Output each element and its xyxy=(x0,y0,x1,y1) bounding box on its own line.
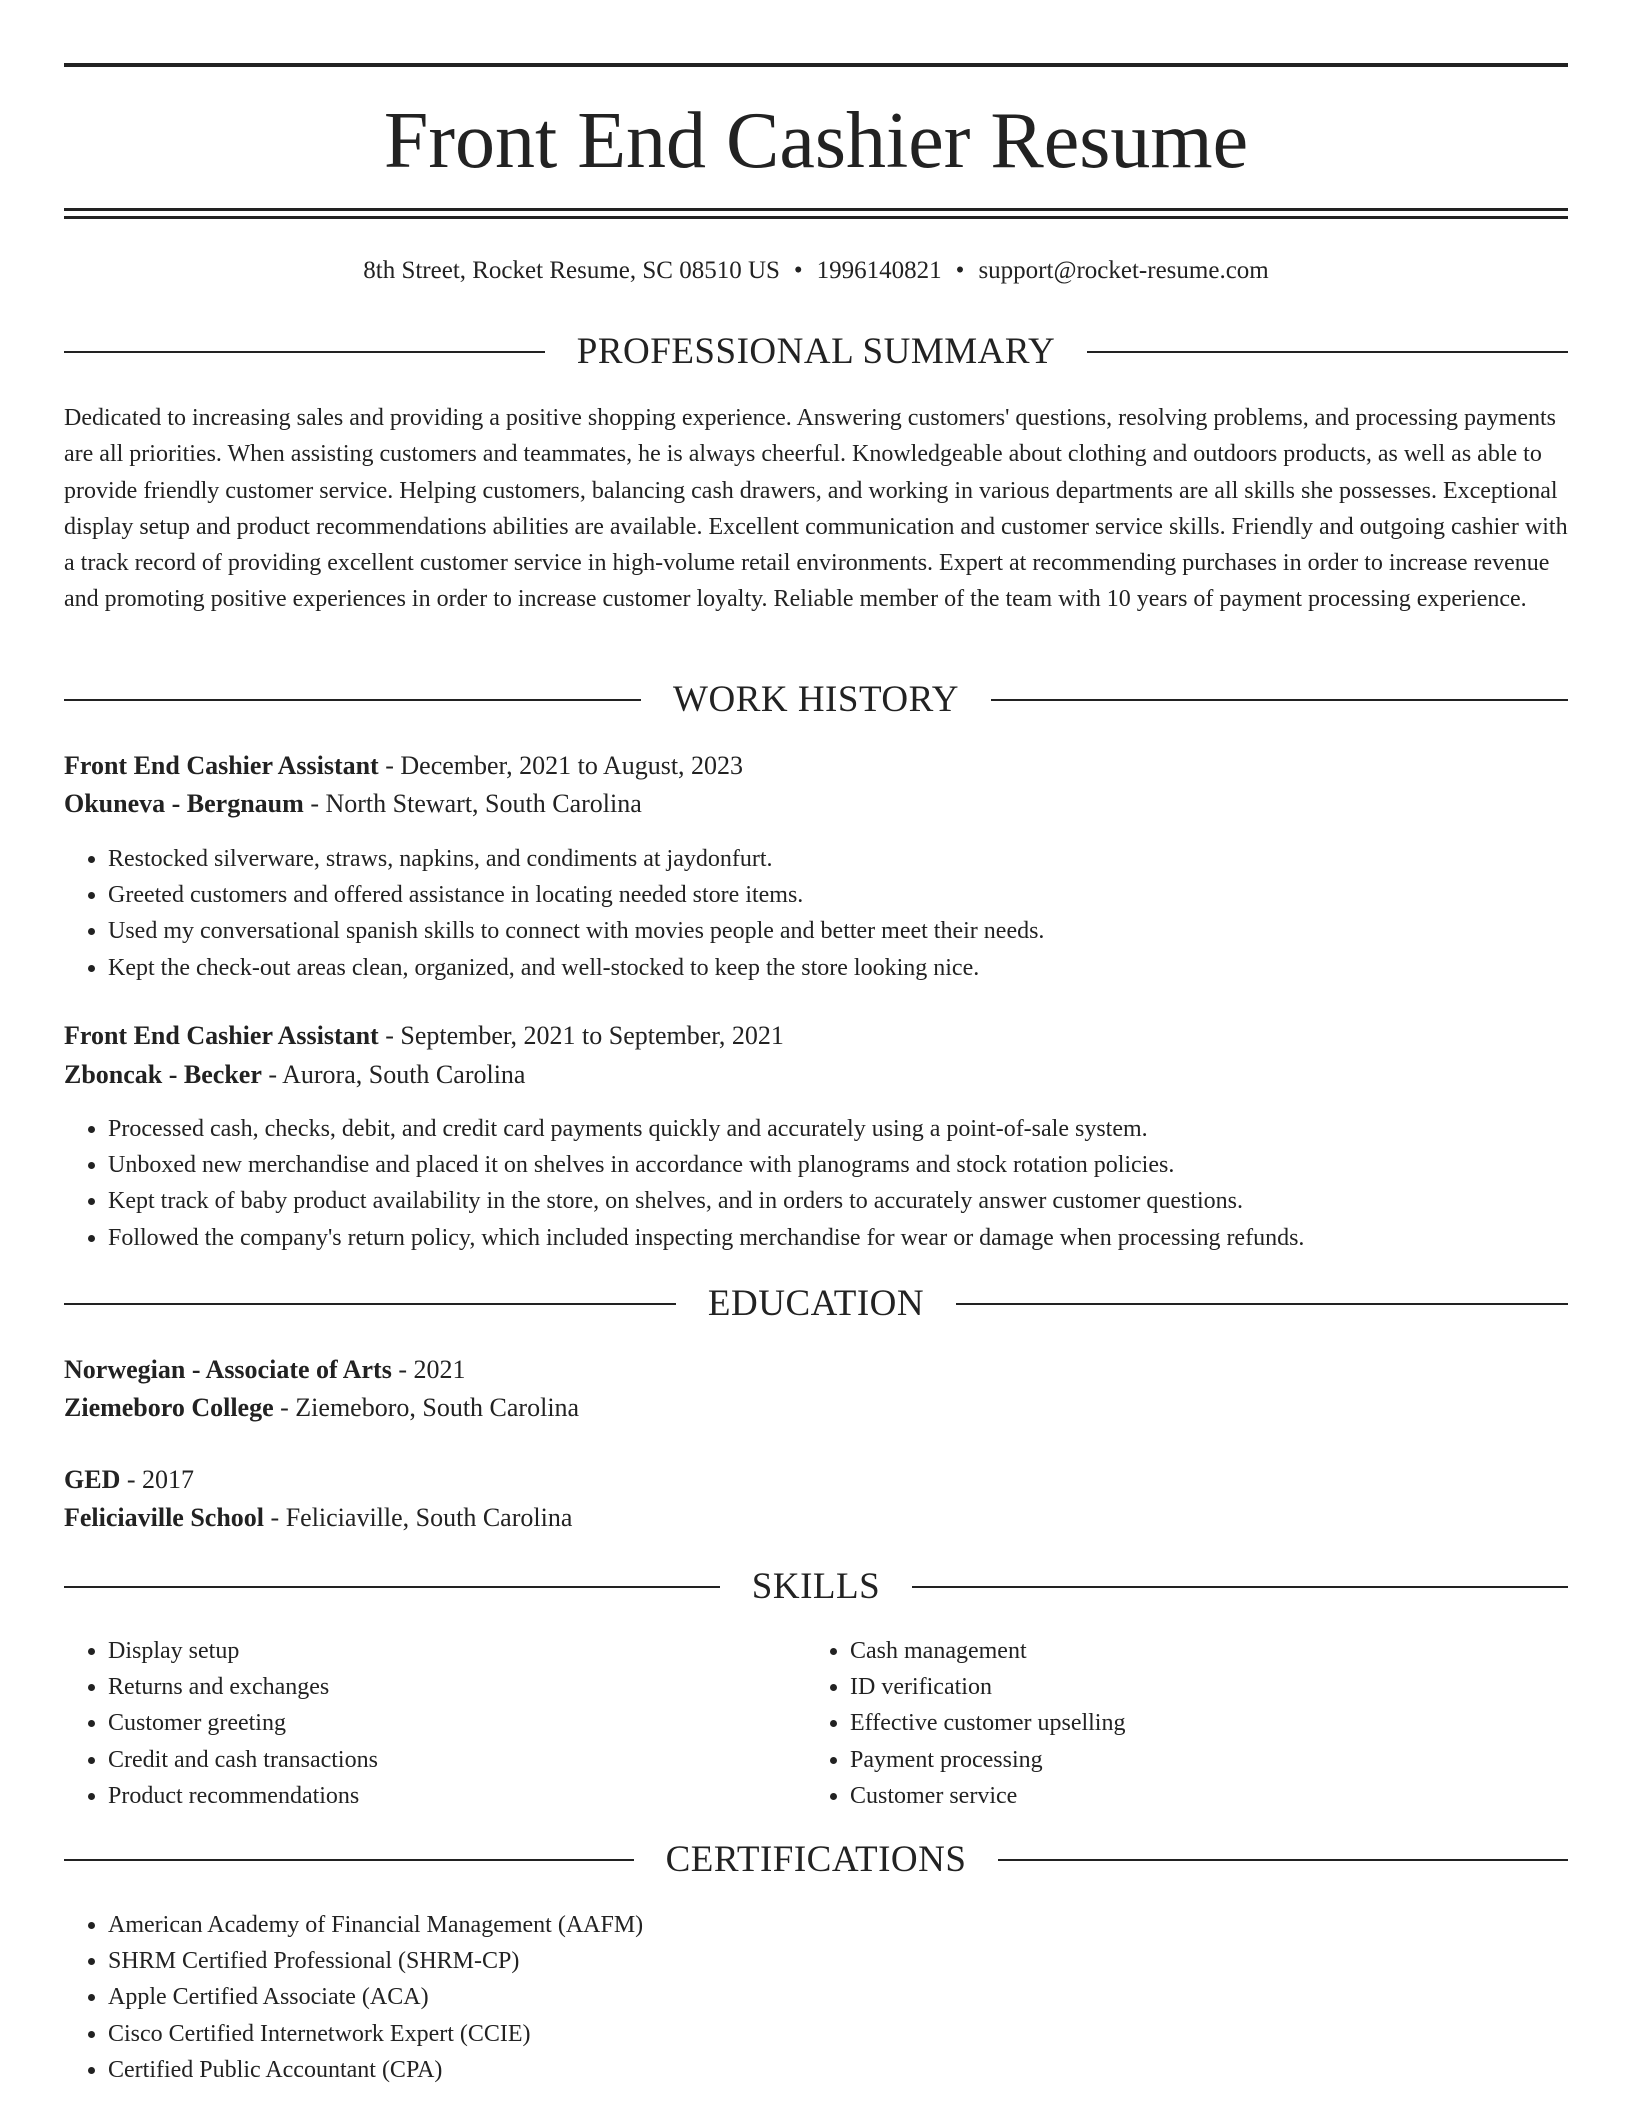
contact-separator: • xyxy=(793,257,803,284)
section-heading-certifications xyxy=(64,1838,1568,1882)
section-title: CERTIFICATIONS xyxy=(665,1839,967,1880)
education-school: Ziemeboro College xyxy=(64,1393,274,1422)
list-item: • Customer greeting xyxy=(108,1705,808,1741)
list-item: • American Academy of Financial Management (AAFM) xyxy=(108,1907,1612,1943)
section-title: SKILLS xyxy=(751,1566,881,1607)
job-title: Front End Cashier Assistant xyxy=(64,751,379,780)
education-year: - 2021 xyxy=(391,1355,466,1384)
list-item: • Used my conversational spanish skills to connect with movies people and better meet their needs. xyxy=(108,913,1612,949)
section-heading-summary xyxy=(64,330,1568,374)
job-title-line xyxy=(64,748,1568,784)
section-title: PROFESSIONAL SUMMARY xyxy=(576,331,1056,372)
section-title: EDUCATION xyxy=(707,1283,925,1324)
job-title-line xyxy=(64,1018,1568,1054)
list-item: • Followed the company's return policy, which included inspecting merchandise for wear or damage when processing refunds. xyxy=(108,1220,1612,1256)
resume-title: Front End Cashier Resume xyxy=(383,97,1249,185)
skills-list-left xyxy=(64,1633,808,1814)
heading-rule xyxy=(64,1586,720,1588)
section-heading-skills xyxy=(64,1565,1568,1609)
heading-rule xyxy=(998,1859,1568,1861)
list-item: • Restocked silverware, straws, napkins, and condiments at jaydonfurt. xyxy=(108,841,1612,877)
contact-line xyxy=(64,254,1568,288)
job-location: - Aurora, South Carolina xyxy=(261,1060,526,1089)
education-degree-line xyxy=(64,1462,1568,1498)
list-item: • Payment processing xyxy=(850,1742,1550,1778)
heading-rule xyxy=(64,351,545,353)
list-item: • Greeted customers and offered assistance in locating needed store items. xyxy=(108,877,1612,913)
education-school-line xyxy=(64,1500,1568,1536)
list-item: • Returns and exchanges xyxy=(108,1669,808,1705)
job-company: Zboncak - Becker xyxy=(64,1060,262,1089)
list-item: • ID verification xyxy=(850,1669,1550,1705)
list-item: • Credit and cash transactions xyxy=(108,1742,808,1778)
skills-list-right xyxy=(806,1633,1550,1814)
list-item: • Apple Certified Associate (ACA) xyxy=(108,1979,1612,2015)
summary-text: Dedicated to increasing sales and providing a positive shopping experience. Answering customers' questions, resolving problems, and processing payments are all priorities. When assisting customers and teammates, he is always cheerful. Knowledgeable about clothing and outdoors products, as well as able to provide friendly customer service. Helping customers, balancing cash drawers, and working in various departments are all skills she possesses. Exceptional display setup and product recommendations abilities are available. Excellent communication and customer service skills. Friendly and outgoing cashier with a track record of providing excellent customer service in high-volume retail environments. Expert at recommending purchases in order to increase revenue and promoting positive experiences in order to increase customer loyalty. Reliable member of the team with 10 years of payment processing experience. xyxy=(64,405,1568,613)
education-degree: GED xyxy=(64,1465,121,1494)
list-item: • Certified Public Accountant (CPA) xyxy=(108,2052,1612,2088)
section-title: WORK HISTORY xyxy=(673,679,959,720)
list-item: • Cisco Certified Internetwork Expert (CCIE) xyxy=(108,2016,1612,2052)
education-school-line xyxy=(64,1390,1568,1426)
list-item: • Cash management xyxy=(850,1633,1550,1669)
list-item: • Product recommendations xyxy=(108,1778,808,1814)
job-duties-list xyxy=(64,1111,1612,1256)
job-company: Okuneva - Bergnaum xyxy=(64,789,304,818)
contact-email: support@rocket-resume.com xyxy=(978,257,1269,284)
heading-rule xyxy=(1087,351,1568,353)
job-location: - North Stewart, South Carolina xyxy=(303,789,642,818)
list-item: • Processed cash, checks, debit, and credit card payments quickly and accurately using a point-of-sale system. xyxy=(108,1111,1612,1147)
job-title: Front End Cashier Assistant xyxy=(64,1021,379,1050)
heading-rule xyxy=(64,699,641,701)
list-item: • Kept track of baby product availability in the store, on shelves, and in orders to accurately answer customer questions. xyxy=(108,1183,1612,1219)
list-item: • Unboxed new merchandise and placed it on shelves in accordance with planograms and stock rotation policies. xyxy=(108,1147,1612,1183)
job-company-line xyxy=(64,786,1568,822)
contact-address: 8th Street, Rocket Resume, SC 08510 US xyxy=(363,257,780,284)
heading-rule xyxy=(64,1859,634,1861)
education-year: - 2017 xyxy=(120,1465,195,1494)
education-location: - Feliciaville, South Carolina xyxy=(264,1503,573,1532)
education-school: Feliciaville School xyxy=(64,1503,265,1532)
contact-phone: 1996140821 xyxy=(816,257,942,284)
heading-rule xyxy=(956,1303,1568,1305)
section-heading-education xyxy=(64,1282,1568,1326)
list-item: • Customer service xyxy=(850,1778,1550,1814)
list-item: • Display setup xyxy=(108,1633,808,1669)
header-bottom-rule xyxy=(64,208,1568,211)
header-bottom-rule-second xyxy=(64,216,1568,219)
job-company-line xyxy=(64,1057,1568,1093)
education-location: - Ziemeboro, South Carolina xyxy=(273,1393,580,1422)
list-item: • SHRM Certified Professional (SHRM-CP) xyxy=(108,1943,1612,1979)
list-item: • Effective customer upselling xyxy=(850,1705,1550,1741)
contact-separator: • xyxy=(955,257,965,284)
education-degree-line xyxy=(64,1352,1568,1388)
education-degree: Norwegian - Associate of Arts xyxy=(64,1355,392,1384)
heading-rule xyxy=(64,1303,676,1305)
job-dates: - September, 2021 to September, 2021 xyxy=(378,1021,784,1050)
header-top-rule xyxy=(64,63,1568,67)
section-heading-work xyxy=(64,678,1568,722)
job-duties-list xyxy=(64,841,1612,986)
heading-rule xyxy=(991,699,1568,701)
heading-rule xyxy=(912,1586,1568,1588)
job-dates: - December, 2021 to August, 2023 xyxy=(378,751,744,780)
list-item: • Kept the check-out areas clean, organized, and well-stocked to keep the store looking nice. xyxy=(108,950,1612,986)
certifications-list xyxy=(64,1907,1612,2088)
